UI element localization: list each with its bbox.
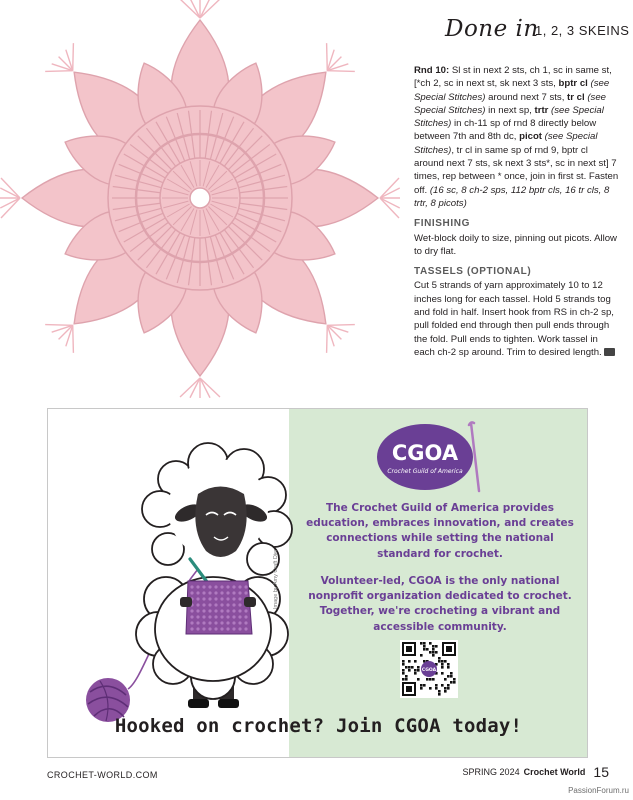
rnd-text: , tr cl in same sp of rnd 9, bptr cl around next 7 sts, sk next 3 sts*, sc in next st] 7 times, rep between * once, join in first st. Fasten off. — [414, 144, 619, 196]
footer-website[interactable]: CROCHET-WORLD.COM — [47, 770, 158, 780]
footer-issue-info — [463, 764, 609, 780]
stitch-name: trtr — [534, 104, 549, 116]
footer-issue: SPRING 2024 — [462, 767, 520, 777]
rnd-text: in ch-11 sp of rnd 8 directly below between 7th and 8th dc, — [414, 118, 597, 143]
rnd-text: in next sp, — [485, 104, 535, 116]
sheep-hoof — [244, 597, 256, 607]
round-label: Rnd 10: — [414, 65, 450, 76]
stitch-name: picot — [519, 131, 542, 143]
sheep-hoof — [180, 597, 192, 607]
stitch-ref: (see Special Stitches) — [414, 78, 610, 103]
join-cgoa-headline[interactable]: Hooked on crochet? Join CGOA today! — [114, 715, 523, 737]
cgoa-community-text: Volunteer-led, CGOA is the only national nonprofit organization dedicated to crochet. Together, we're crocheting a vibrant and accessible community. — [308, 575, 572, 633]
crochet-swatch — [186, 581, 252, 634]
tassels-paragraph — [414, 279, 619, 359]
footer-publication: Crochet World — [523, 767, 586, 777]
page-number: 15 — [593, 764, 609, 780]
stitch-ref: (see Special Stitches) — [414, 91, 606, 116]
cgoa-advertisement[interactable] — [47, 408, 588, 758]
finishing-text: Wet-block doily to size, pinning out picots. Allow to dry flat. — [414, 232, 617, 257]
logo-text: CGOA — [391, 441, 459, 465]
pattern-instructions — [414, 64, 619, 366]
watermark: PassionForum.ru — [568, 786, 629, 795]
qr-code-icon[interactable] — [400, 640, 458, 698]
qr-logo-text: CGOA — [421, 668, 437, 673]
skein-count: 1, 2, 3 SKEINS — [535, 23, 630, 38]
tassels-text: Cut 5 strands of yarn approximately 10 to 12 inches long for each tassel. Hold 5 strands tog and fold in half. Insert hook from RS in ch-2 sp, pull folded end through then pull ends through the fold. Pull ends to tighten. Work tassel in each ch-2 sp around. Trim to desired length. — [414, 280, 614, 358]
logo-subtitle: Crochet Guild of America — [387, 468, 463, 475]
tassels-heading: TASSELS (OPTIONAL) — [414, 266, 532, 278]
sheep-illustration — [48, 409, 308, 758]
doily-photo — [0, 0, 405, 405]
stitch-count: (16 sc, 8 ch-2 sps, 112 bptr cls, 16 tr cls, 8 trtr, 8 picots) — [414, 184, 610, 209]
rnd-text: around next 7 sts, — [485, 91, 568, 103]
rnd-text: Sl st in next 2 sts, ch 1, sc in same st, [*ch 2, sc in next st, sk next 3 sts, — [414, 65, 612, 90]
stitch-name: tr cl — [567, 91, 585, 103]
stitch-name: bptr cl — [558, 78, 588, 90]
stitch-ref: (see Special Stitches) — [414, 131, 598, 156]
cgoa-logo[interactable] — [373, 419, 487, 495]
skein-header — [405, 14, 630, 50]
cgoa-mission-text: The Crochet Guild of America provides education, embraces innovation, and creates connections while setting the national standard for crochet. — [306, 502, 574, 560]
illustration-credit: Image by Amy Craft Dier — [273, 549, 279, 609]
finishing-heading: FINISHING — [414, 218, 470, 230]
done-in-script: Done in — [445, 16, 539, 42]
round-10-paragraph — [414, 64, 619, 210]
end-of-pattern-icon — [604, 348, 615, 356]
stitch-ref: (see Special Stitches) — [414, 104, 604, 130]
